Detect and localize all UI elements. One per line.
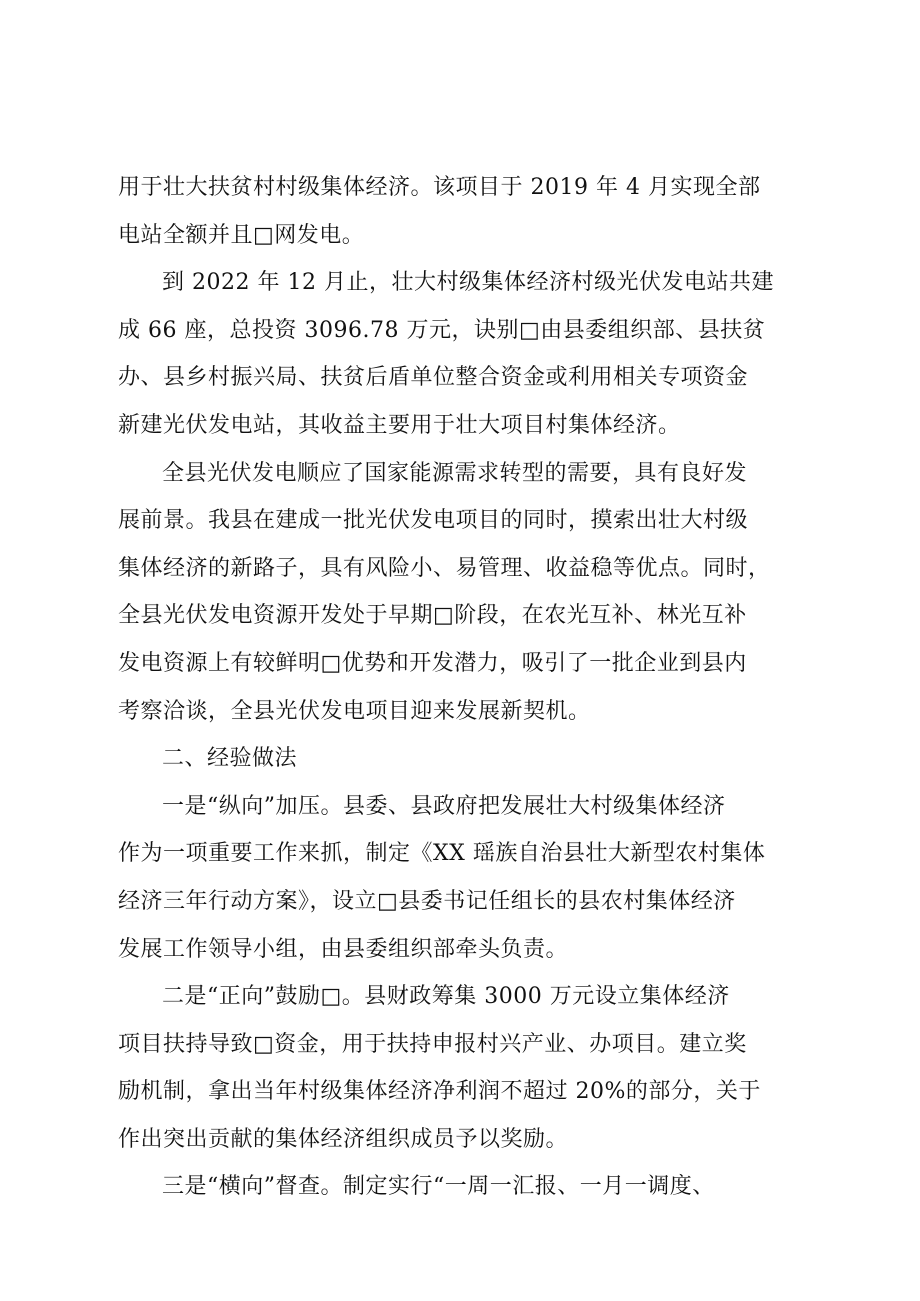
text-line-2: 电站全额并且□网发电。 [118,222,365,248]
section-heading: 二、经验做法 [162,746,298,772]
text-line-6: 新建光伏发电站，其收益主要用于壮大项目村集体经济。 [118,412,681,438]
document-body [118,164,818,1211]
text-line-11: 发电资源上有较鲜明□优势和开发潜力，吸引了一批企业到县内 [118,650,747,676]
text-line-16: 经济三年行动方案》，设立□县委书记任组长的县农村集体经济 [118,888,736,914]
text-line-14: 一是“纵向”加压。县委、县政府把发展壮大村级集体经济 [162,793,726,819]
text-line-5: 办、县乡村振兴局、扶贫后盾单位整合资金或利用相关专项资金 [118,365,749,391]
text-line-15: 作为一项重要工作来抓，制定《XX 瑶族自治县壮大新型农村集体 [118,841,766,867]
text-line-9: 集体经济的新路子，具有风险小、易管理、收益稳等优点。同时， [118,555,771,581]
text-line-8: 展前景。我县在建成一批光伏发电项目的同时，摸索出壮大村级 [118,508,749,534]
text-line-18: 二是“正向”鼓励□。县财政筹集 3000 万元设立集体经济 [162,984,730,1010]
text-line-10: 全县光伏发电资源开发处于早期□阶段，在农光互补、林光互补 [118,603,747,629]
text-line-7: 全县光伏发电顺应了国家能源需求转型的需要，具有良好发 [162,460,748,486]
text-line-20: 励机制，拿出当年村级集体经济净利润不超过 20%的部分，关于 [118,1079,761,1105]
text-line-3: 到 2022 年 12 月止，壮大村级集体经济村级光伏发电站共建 [162,270,774,296]
text-line-1: 用于壮大扶贫村村级集体经济。该项目于 2019 年 4 月实现全部 [118,175,761,200]
text-line-4: 成 66 座，总投资 3096.78 万元，诀别□由县委组织部、县扶贫 [118,317,766,343]
text-line-19: 项目扶持导致□资金，用于扶持申报村兴产业、办项目。建立奖 [118,1031,747,1057]
text-line-12: 考察洽谈，全县光伏发电项目迎来发展新契机。 [118,698,591,724]
text-line-21: 作出突出贡献的集体经济组织成员予以奖励。 [118,1126,569,1152]
text-line-17: 发展工作领导小组，由县委组织部牵头负责。 [118,936,569,962]
text-line-22: 三是“横向”督查。制定实行“一周一汇报、一月一调度、 [162,1174,715,1200]
